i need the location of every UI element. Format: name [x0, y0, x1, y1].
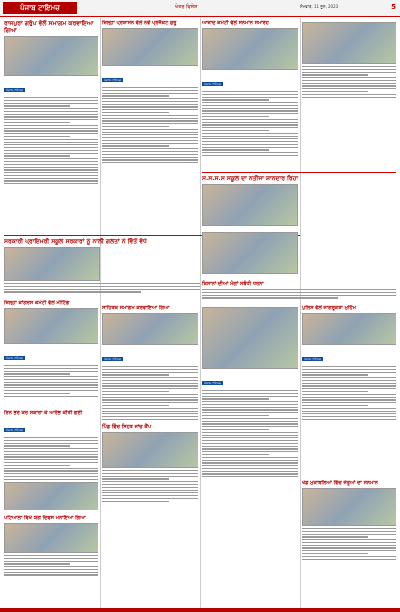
news-story: [302, 20, 396, 170]
byline-tag: ਪੰਜਾਬ ਟਾਇਮਜ਼: [6, 356, 23, 360]
byline-tag: ਪੰਜਾਬ ਟਾਇਮਜ਼: [104, 78, 121, 82]
page-number: 5: [391, 3, 396, 11]
news-story: [102, 305, 198, 605]
column-rule: [300, 18, 301, 608]
story-body: [102, 87, 198, 163]
story-photo: [202, 28, 298, 70]
column-rule: [200, 18, 201, 608]
column-rule: [100, 18, 101, 608]
story-photo: [202, 307, 298, 369]
story-photo: [302, 22, 396, 64]
story-headline: ਖੇਡ ਮੁਕਾਬਲਿਆਂ ਵਿੱਚ ਜੇਤੂਆਂ ਦਾ ਸਨਮਾਨ: [302, 480, 378, 486]
story-headline: ਪਟਿਆਲਾ ਵਿਖੇ ਯੋਗ ਦਿਵਸ ਮਨਾਇਆ ਗਿਆ: [4, 515, 86, 521]
story-body: [4, 97, 98, 184]
story-body: [202, 91, 298, 156]
story-headline: ਪੁਲਿਸ ਵੱਲੋਂ ਜਾਗਰੂਕਤਾ ਮੁਹਿੰਮ: [302, 305, 356, 311]
byline-tag: ਪੰਜਾਬ ਟਾਇਮਜ਼: [204, 82, 221, 86]
story-headline: ਜ਼ਿਲ੍ਹਾ ਪ੍ਰਸ਼ਾਸਨ ਵੱਲੋਂ ਨਵੇਂ ਪ੍ਰੋਜੈਕਟ ਸ਼ੁਰੂ: [102, 20, 177, 26]
news-story: [4, 515, 98, 605]
page-footer-bar: [0, 608, 400, 612]
story-body: [4, 283, 200, 293]
news-story: [302, 480, 396, 605]
story-body: [302, 528, 396, 560]
story-headline: ਆਜ਼ਾਦ ਕਮੇਟੀ ਵੱਲੋਂ ਸਨਮਾਨ ਸਮਾਰੋਹ: [202, 20, 269, 26]
story-body: [4, 555, 98, 576]
story-body: [302, 66, 396, 98]
news-story: [4, 300, 98, 405]
story-photo: [4, 308, 98, 344]
story-body: [102, 470, 198, 502]
dateline: ਸੋਮਵਾਰ, 11 ਜੂਨ, 2023: [300, 4, 339, 9]
story-photo: [302, 313, 396, 345]
news-story: [4, 410, 98, 510]
story-body: [4, 437, 98, 480]
masthead: [0, 0, 400, 17]
newspaper-logo: ਪੰਜਾਬ ਟਾਇਮਜ਼: [3, 2, 77, 14]
story-headline: ਸ.ਸ.ਸ.ਸ ਸਕੂਲ ਦਾ ਨਤੀਜਾ ਸ਼ਾਨਦਾਰ ਰਿਹਾ: [202, 175, 299, 182]
story-headline: ਰਿਨ ਭਰ ਕਰ ਸਕਾਰਾ ਕੇ ਆਰੰਭ ਕੀਤੀ ਗਈ: [4, 410, 83, 416]
story-body: [202, 390, 298, 477]
story-body: [4, 365, 98, 397]
story-photo: [4, 523, 98, 553]
byline-tag: ਪੰਜਾਬ ਟਾਇਮਜ਼: [6, 88, 23, 92]
story-photo: [4, 247, 100, 281]
story-photo: [4, 482, 98, 510]
story-photo: [102, 28, 198, 66]
story-headline: ਸਾਹਿਤਕ ਸਮਾਗਮ ਕਰਵਾਇਆ ਗਿਆ: [102, 305, 170, 311]
section-title: ਖੇਤਰ ਵਿਸ਼ੇਸ਼: [175, 4, 198, 10]
news-story: [202, 305, 298, 605]
byline-tag: ਪੰਜਾਬ ਟਾਇਮਜ਼: [104, 357, 121, 361]
story-photo: [202, 232, 298, 274]
story-photo: [202, 184, 298, 226]
story-photo: [4, 36, 98, 76]
news-story: [4, 238, 200, 303]
story-photo: [102, 313, 198, 345]
story-photo: [302, 488, 396, 526]
story-headline: ਰਾਜਪੁਰਾ ਗਰੁੱਪ ਵੱਲੋਂ ਸਮਾਗਮ ਕਰਵਾਇਆ ਗਿਆ: [4, 20, 94, 34]
story-headline: ਜ਼ਿਲ੍ਹਾ ਕਾਂਗਰਸ ਕਮੇਟੀ ਵੱਲੋਂ ਮੀਟਿੰਗ: [4, 300, 70, 306]
story-headline: ਕਿਸਾਨਾਂ ਦੀਆਂ ਮੰਗਾਂ ਸਬੰਧੀ ਧਰਨਾ: [202, 281, 264, 287]
story-body: [302, 366, 396, 420]
story-headline: ਸਰਕਾਰੀ ਪ੍ਰਾਇਮਰੀ ਸਕੂਲ ਸਰਕਾਰਾਂ ਨੂੰ ਨਾਲੀ ਗਲਤਾਂ ਨੇ ਵਿੱਤੋਂ ਵੱਧੇ: [4, 238, 147, 245]
section-divider: [202, 172, 396, 173]
news-story: [4, 20, 98, 230]
byline-tag: ਪੰਜਾਬ ਟਾਇਮਜ਼: [304, 357, 321, 361]
story-headline: ਪਿੰਡ ਵਿੱਚ ਸਿਹਤ ਜਾਂਚ ਕੈਂਪ: [102, 424, 152, 431]
byline-tag: ਪੰਜਾਬ ਟਾਇਮਜ਼: [6, 428, 23, 432]
news-story: [302, 305, 396, 475]
news-story: [102, 20, 198, 230]
news-story: [202, 175, 396, 300]
byline-tag: ਪੰਜਾਬ ਟਾਇਮਜ਼: [204, 381, 221, 385]
story-photo: [102, 432, 198, 468]
story-body: [102, 366, 198, 420]
story-body: [202, 289, 396, 300]
